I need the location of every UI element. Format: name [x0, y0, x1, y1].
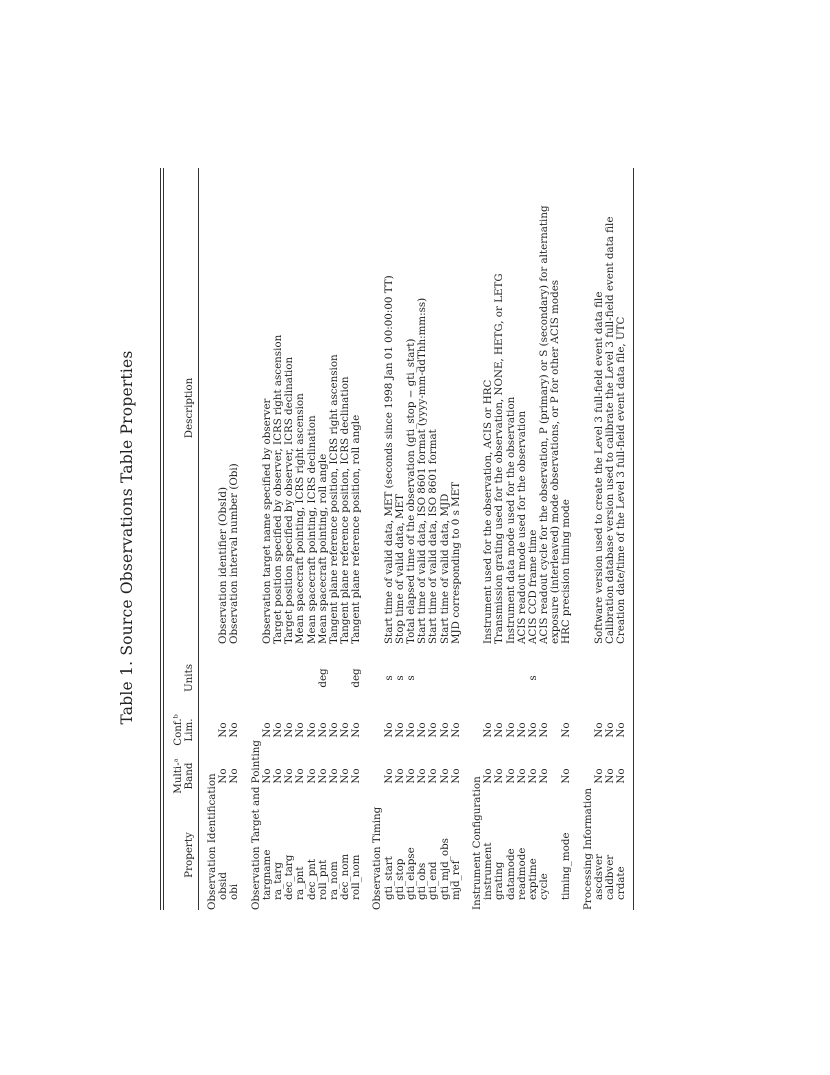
cell-units: [417, 648, 428, 708]
header-conf-line1: Conf.ᵇ: [172, 714, 184, 746]
cell-description: Calibration database version used to calibrate the Level 3 full-field event data file: [604, 216, 617, 644]
cell-conf-lim: No: [416, 722, 429, 738]
cell-units: [616, 648, 627, 708]
cell-description: Tangent plane reference position, ICRS declination: [339, 376, 352, 644]
header-description: Description: [183, 377, 195, 439]
cell-units: deg: [316, 668, 329, 688]
cell-conf-lim: No: [316, 722, 329, 738]
cell-description: Observation identifier (ObsId): [217, 486, 230, 644]
cell-conf-lim: No: [350, 722, 363, 738]
cell-property: obi: [228, 883, 241, 900]
cell-description: ACIS CCD frame time: [526, 529, 539, 644]
cell-multi-band: No: [449, 768, 462, 784]
cell-property: crdate: [615, 866, 628, 900]
cell-multi-band: No: [294, 768, 307, 784]
cell-multi-band: No: [604, 768, 617, 784]
cell-conf-lim: No: [615, 722, 628, 738]
cell-units: [539, 648, 561, 708]
cell-multi-band: No: [493, 768, 506, 784]
cell-description: Start time of valid data, MET (seconds since 1998 Jan 01 00:00:00 TT): [382, 275, 395, 644]
header-units: Units: [183, 663, 195, 693]
cell-description: Start time of valid data, MJD: [438, 493, 451, 644]
cell-property: gti_mjd_obs: [438, 838, 451, 900]
group-gap: [362, 168, 372, 910]
cell-conf-lim: No: [438, 722, 451, 738]
cell-property: mjd_ref: [449, 860, 462, 900]
cell-multi-band: No: [339, 768, 352, 784]
table-row: [539, 168, 561, 910]
cell-multi-band: No: [515, 768, 528, 784]
cell-conf-lim: No: [604, 722, 617, 738]
cell-property: gti_end: [427, 861, 440, 900]
header-conf-line2: Lim.: [183, 718, 195, 742]
cell-units: [494, 648, 505, 708]
cell-conf-lim: No: [482, 722, 495, 738]
cell-conf-lim: No: [560, 722, 573, 738]
cell-units: s: [382, 675, 395, 681]
cell-description: Start time of valid data, ISO 8601 format: [427, 429, 440, 644]
cell-description: Instrument data mode used for the observation: [504, 396, 517, 644]
table-row: [229, 168, 240, 910]
cell-property: obsid: [217, 872, 230, 900]
table-title: Table 1. Source Observations Table Properties: [118, 350, 136, 725]
properties-table: [160, 168, 634, 910]
cell-units: deg: [350, 668, 363, 688]
header-multi-band: [173, 752, 195, 800]
cell-units: [451, 648, 462, 708]
cell-multi-band: No: [350, 768, 363, 784]
cell-multi-band: No: [416, 768, 429, 784]
cell-description: Target position specified by observer, ICRS declination: [283, 356, 296, 644]
cell-description: Software version used to create the Level 3 full-field event data file: [592, 291, 605, 644]
cell-multi-band: No: [504, 768, 517, 784]
cell-multi-band: No: [538, 768, 551, 784]
cell-conf-lim: No: [228, 722, 241, 738]
cell-description: Transmission grating used for the observation, NONE, HETG, or LETG: [493, 273, 506, 644]
cell-units: [329, 648, 340, 708]
table-row: [506, 168, 517, 910]
cell-multi-band: No: [382, 768, 395, 784]
cell-description: Observation interval number (Obi): [228, 463, 241, 644]
cell-description: Creation date/time of the Level 3 full-field event data file, UTC: [615, 316, 628, 644]
cell-multi-band: No: [405, 768, 417, 784]
cell-property: roll_pnt: [316, 859, 329, 900]
cell-conf-lim: No: [405, 722, 417, 738]
table-row: [616, 168, 627, 910]
table-row: [451, 168, 462, 910]
header-conf-lim: [173, 708, 195, 752]
cell-multi-band: No: [560, 768, 573, 784]
cell-conf-lim: No: [271, 722, 284, 738]
group-title: Instrument Configuration: [470, 776, 483, 910]
cell-property: ra_pnt: [294, 866, 307, 900]
cell-multi-band: No: [217, 768, 230, 784]
cell-conf-lim: No: [592, 722, 605, 738]
cell-multi-band: No: [592, 768, 605, 784]
cell-description: MJD corresponding to 0 s MET: [449, 481, 462, 644]
cell-description: Tangent plane reference position, roll angle: [350, 414, 363, 644]
cell-property: ascdsver: [592, 854, 605, 900]
cell-multi-band: No: [271, 768, 284, 784]
cell-units: s: [393, 675, 406, 681]
cell-units: s: [526, 675, 539, 681]
group-title: Observation Identification: [206, 773, 218, 910]
cell-property: timing_mode: [560, 832, 573, 900]
cell-property: gti_start: [382, 856, 395, 900]
cell-conf-lim: No: [217, 722, 230, 738]
cell-property: targname: [260, 849, 273, 900]
cell-property: readmode: [515, 847, 528, 900]
header-property: Property: [183, 832, 195, 878]
cell-description: Mean spacecraft pointing, ICRS declination: [305, 415, 318, 644]
cell-conf-lim: No: [283, 722, 296, 738]
group-title: Observation Timing: [371, 806, 384, 910]
cell-conf-lim: No: [327, 722, 340, 738]
cell-description: ACIS readout mode used for the observation: [515, 410, 528, 644]
cell-property: ra_targ: [271, 862, 284, 900]
cell-property: roll_nom: [350, 854, 363, 900]
cell-units: [428, 648, 439, 708]
cell-property: grating: [493, 861, 506, 900]
cell-conf-lim: No: [393, 722, 406, 738]
cell-multi-band: No: [283, 768, 296, 784]
cell-units: [440, 648, 451, 708]
cell-units: [218, 648, 229, 708]
table-body: [199, 168, 633, 910]
cell-units: [229, 648, 240, 708]
cell-conf-lim: No: [449, 722, 462, 738]
cell-units: [284, 648, 295, 708]
table-row: [307, 168, 318, 910]
table-row: [351, 168, 362, 910]
cell-description: Stop time of valid data, MET: [393, 494, 406, 644]
cell-conf-lim: No: [538, 722, 551, 738]
cell-property: gti_obs: [416, 862, 429, 900]
cell-multi-band: No: [427, 768, 440, 784]
cell-description: Observation target name specified by observer: [260, 398, 273, 644]
cell-conf-lim: No: [515, 722, 528, 738]
table-header: [164, 168, 198, 910]
cell-multi-band: No: [615, 768, 628, 784]
cell-units: [262, 648, 273, 708]
cell-property: dec_pnt: [305, 859, 318, 900]
cell-units: s: [405, 675, 417, 681]
cell-multi-band: No: [305, 768, 318, 784]
cell-property: caldbver: [604, 854, 617, 900]
cell-description: Mean spacecraft pointing, roll angle: [316, 453, 329, 644]
cell-conf-lim: No: [427, 722, 440, 738]
cell-property: dec_nom: [339, 853, 352, 900]
cell-multi-band: No: [482, 768, 495, 784]
cell-multi-band: No: [393, 768, 406, 784]
cell-description: Instrument used for the observation, ACIS or HRC: [482, 379, 495, 644]
cell-property: datamode: [504, 848, 517, 900]
cell-multi-band: No: [228, 768, 241, 784]
cell-conf-lim: No: [305, 722, 318, 738]
cell-units: [506, 648, 517, 708]
cell-description: Target position specified by observer, ICRS right ascension: [271, 334, 284, 644]
header-multi-line2: Band: [183, 762, 195, 790]
cell-property: gti_stop: [393, 858, 406, 900]
cell-property: gti_elapse: [405, 847, 417, 900]
cell-property: instrument: [482, 842, 495, 900]
cell-conf-lim: No: [339, 722, 352, 738]
cell-units: [605, 648, 616, 708]
cell-property: ra_nom: [327, 861, 340, 900]
cell-conf-lim: No: [260, 722, 273, 738]
cell-property: exptime: [526, 858, 539, 900]
cell-description: ACIS readout cycle for the observation, P (primary) or S (secondary) for alternating exposure (interleaved) mode observations, or P for other ACIS modes: [538, 205, 562, 644]
cell-description: Total elapsed time of the observation (gti_stop − gti_start): [405, 338, 417, 644]
cell-conf-lim: No: [493, 722, 506, 738]
table-row: [494, 168, 505, 910]
table-row: [561, 168, 572, 910]
header-multi-line1: Multi-ᵃ: [172, 758, 184, 794]
cell-multi-band: No: [316, 768, 329, 784]
table-row: [295, 168, 306, 910]
cell-property: dec_targ: [283, 854, 296, 900]
cell-conf-lim: No: [294, 722, 307, 738]
cell-units: [594, 648, 605, 708]
cell-units: [561, 648, 572, 708]
cell-units: [483, 648, 494, 708]
cell-description: HRC precision timing mode: [560, 499, 573, 644]
cell-description: Start time of valid data, ISO 8601 format (yyyy-mm-ddThh:mm:ss): [416, 297, 429, 644]
cell-multi-band: No: [260, 768, 273, 784]
cell-units: [273, 648, 284, 708]
cell-conf-lim: No: [526, 722, 539, 738]
cell-multi-band: No: [438, 768, 451, 784]
cell-description: Mean spacecraft pointing, ICRS right ascension: [294, 393, 307, 644]
bottom-rule: [633, 168, 634, 910]
cell-property: cycle: [538, 873, 551, 900]
group-title: Observation Target and Pointing: [249, 740, 262, 910]
cell-conf-lim: No: [504, 722, 517, 738]
group-title: Processing Information: [581, 787, 594, 910]
cell-multi-band: No: [327, 768, 340, 784]
cell-units: [295, 648, 306, 708]
cell-conf-lim: No: [382, 722, 395, 738]
table-row: [428, 168, 439, 910]
cell-multi-band: No: [526, 768, 539, 784]
cell-units: [307, 648, 318, 708]
cell-description: Tangent plane reference position, ICRS right ascension: [327, 354, 340, 644]
